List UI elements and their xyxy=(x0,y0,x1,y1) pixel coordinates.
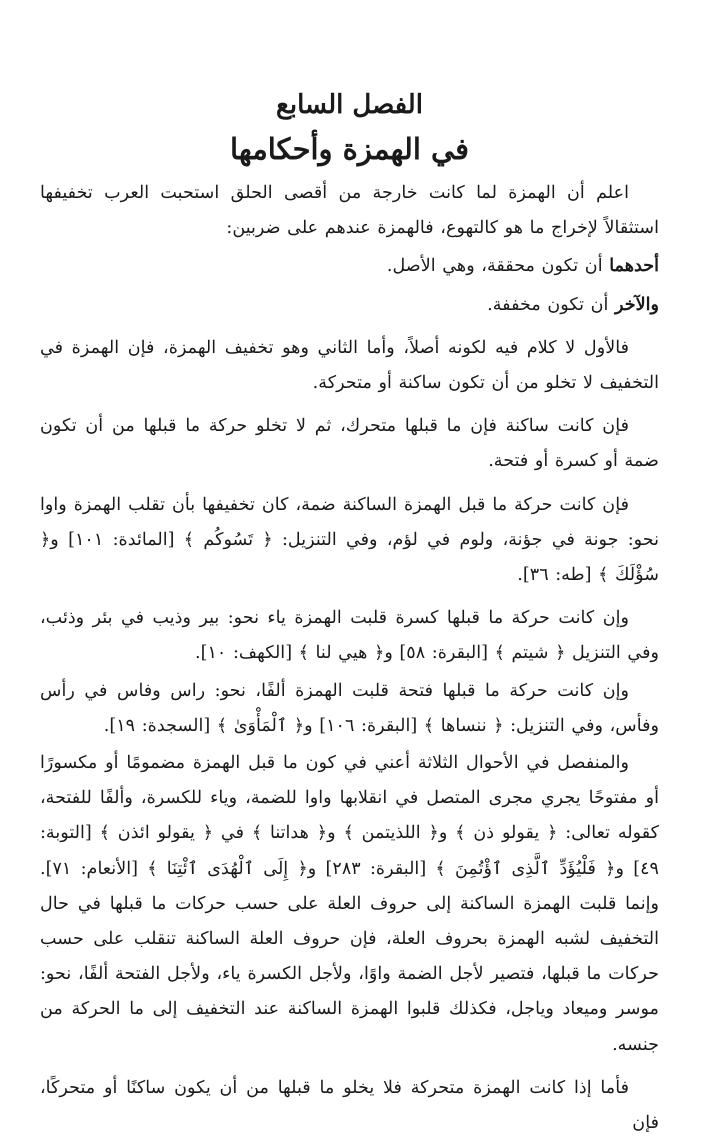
definition-second-lead: والآخر xyxy=(614,293,659,315)
definition-second-text: أن تكون مخففة. xyxy=(487,294,615,315)
chapter-subtitle: في الهمزة وأحكامها xyxy=(229,132,470,166)
paragraph-intro: اعلم أن الهمزة لما كانت خارجة من أقصى الحلق استحبت العرب تخفيفها استثقالاً لإخراج ما هو كالتهوع، فالهمزة عندهم على ضربين: xyxy=(40,183,659,239)
definition-first-text: أن تكون محققة، وهي الأصل. xyxy=(386,256,610,277)
paragraph-types: فالأول لا كلام فيه لكونه أصلاً، وأما الثاني وهو تخفيف الهمزة، فإن الهمزة في التخفيف لا تخلو من أن تكون ساكنة أو متحركة. xyxy=(40,337,659,394)
definition-first-lead: أحدهما xyxy=(609,255,659,277)
body-text xyxy=(40,176,659,1141)
paragraph-damma: فإن كانت حركة ما قبل الهمزة الساكنة ضمة، كان تخفيفها بأن تقلب الهمزة واوا نحو: جونة في جؤنة، ولوم في لؤم، وفي التنزيل: ﴿ تَسُوكُم ﴾ [المائدة: ١٠١] و﴿ سُؤْلَكَ ﴾ [طه: ٣٦]. xyxy=(40,494,659,586)
paragraph-sakina: فإن كانت ساكنة فإن ما قبلها متحرك، ثم لا تخلو حركة ما قبلها من أن تكون ضمة أو كسرة أو فتحة. xyxy=(40,416,659,472)
paragraph-mutaharrika: فأما إذا كانت الهمزة متحركة فلا يخلو ما قبلها من أن يكون ساكنًا أو متحركًا، فإن xyxy=(40,1077,659,1134)
definition-first xyxy=(40,248,659,284)
paragraph-munfasil: والمنفصل في الأحوال الثلاثة أعني في كون ما قبل الهمزة مضمومًا أو مكسورًا أو مفتوحًا يجري مجرى المتصل في انقلابها واوا للضمة، وياء للكسرة، وألفًا للفتحة، كقوله تعالى: ﴿ يقولو ذن ﴾ و﴿ اللذيتمن ﴾ و﴿ هداتنا ﴾ في ﴿ يقولو ائذن ﴾ [التوبة: ٤٩] و﴿ فَلْيُؤَدِّ ٱلَّذِى ٱؤْتُمِنَ ﴾ [البقرة: ٢٨٣] و﴿ إِلَى ٱلْهُدَى ٱئْتِنَا ﴾ [الأنعام: ٧١]. وإنما قلبت الهمزة الساكنة إلى حروف العلة على حسب حركات ما قبلها في حال التخفيف لشبه الهمزة بحروف العلة، فإن حروف العلة الساكنة تنقلب على حسب حركات ما قبلها، فتصير لأجل الضمة واوًا، ولأجل الكسرة ياء، ولأجل الفتحة ألفًا، نحو: موسر وميعاد وياجل، فكذلك قلبوا الهمزة الساكنة عند التخفيف إلى ما الحركة من جنسه. xyxy=(40,753,660,1055)
chapter-title: الفصل السابع xyxy=(276,90,423,120)
definition-second xyxy=(40,287,659,323)
paragraph-kasra: وإن كانت حركة ما قبلها كسرة قلبت الهمزة ياء نحو: بير وذيب في بئر وذئب، وفي التنزيل ﴿ شيتم ﴾ [البقرة: ٥٨] و﴿ هيي لنا ﴾ [الكهف: ١٠]. xyxy=(40,608,659,664)
paragraph-fatha: وإن كانت حركة ما قبلها فتحة قلبت الهمزة ألفًا، نحو: راس وفاس في رأس وفأس، وفي التنزيل: ﴿ ننساها ﴾ [البقرة: ١٠٦] و﴿ ٱلْمَأْوَىٰ ﴾ [السجدة: ١٩]. xyxy=(40,680,659,736)
